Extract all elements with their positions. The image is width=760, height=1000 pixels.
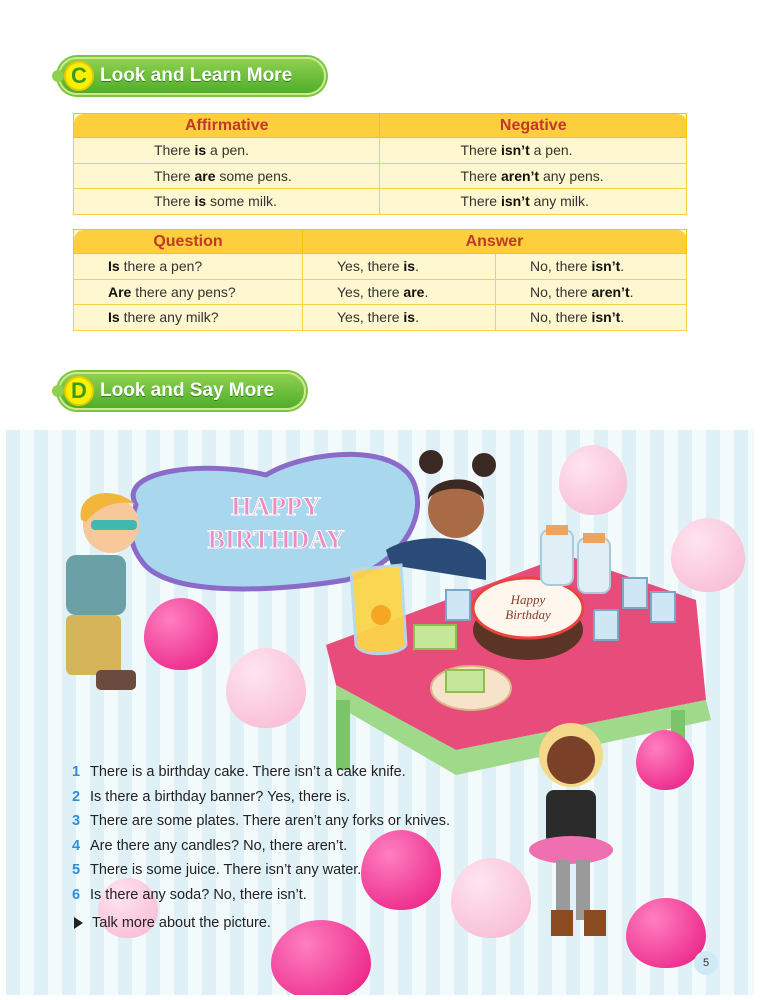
negative-cell: There aren’t any pens. — [380, 163, 687, 189]
yes-answer-cell: Yes, there is. — [303, 254, 496, 280]
section-c-title: Look and Learn More — [100, 65, 293, 86]
question-header: Question — [74, 230, 303, 254]
table-row — [74, 254, 687, 280]
table-row — [74, 189, 687, 215]
yes-answer-cell: Yes, there are. — [303, 279, 496, 305]
balloon-icon — [226, 648, 306, 728]
sentence-item: 4 Are there any candles? No, there aren’t. — [72, 837, 348, 854]
question-answer-table — [73, 229, 687, 331]
balloon-icon — [451, 858, 531, 938]
negative-cell: There isn’t any milk. — [380, 189, 687, 215]
sentence-item: 3 There are some plates. There aren’t any forks or knives. — [72, 813, 450, 830]
girl-with-balloon-figure — [529, 723, 613, 936]
table-row — [74, 163, 687, 189]
banner-line1-text: HAPPY — [231, 492, 321, 521]
flower-decoration-icon — [52, 385, 64, 397]
yes-answer-cell: Yes, there is. — [303, 305, 496, 331]
play-triangle-icon — [74, 917, 83, 929]
balloon-icon — [671, 518, 745, 592]
negative-header: Negative — [380, 114, 687, 138]
balloon-icon — [144, 598, 218, 670]
section-c-badge: C — [64, 61, 94, 91]
table-row — [74, 305, 687, 331]
sentence-item: 5 There is some juice. There isn’t any water. — [72, 862, 362, 879]
page-number: 5 — [694, 951, 718, 975]
table-row — [74, 138, 687, 164]
birthday-cake — [473, 578, 583, 660]
section-d-header — [58, 372, 306, 410]
negative-cell: There isn’t a pen. — [380, 138, 687, 164]
sentence-item: 2 Is there a birthday banner? Yes, there is. — [72, 788, 351, 805]
no-answer-cell: No, there isn’t. — [496, 305, 687, 331]
affirmative-cell: There are some pens. — [74, 163, 380, 189]
sentence-item: 6 Is there any soda? No, there isn’t. — [72, 886, 307, 903]
talk-prompt: Talk more about the picture. — [72, 915, 450, 931]
sentence-item: 1 There is a birthday cake. There isn’t a cake knife. — [72, 764, 406, 781]
affirmative-negative-table — [73, 113, 687, 215]
balloon-icon — [559, 445, 627, 515]
example-sentences — [72, 760, 450, 931]
section-c-header — [58, 57, 326, 95]
no-answer-cell: No, there isn’t. — [496, 254, 687, 280]
question-cell: Is there a pen? — [74, 254, 303, 280]
no-answer-cell: No, there aren’t. — [496, 279, 687, 305]
affirmative-cell: There is some milk. — [74, 189, 380, 215]
section-d-title: Look and Say More — [100, 380, 275, 401]
section-d-badge: D — [64, 376, 94, 406]
banner-line2-text: BIRTHDAY — [207, 525, 345, 554]
juice-pitcher — [351, 565, 406, 654]
affirmative-cell: There is a pen. — [74, 138, 380, 164]
table-row — [74, 279, 687, 305]
affirmative-header: Affirmative — [74, 114, 380, 138]
cake-line1-text: Happy — [510, 592, 546, 607]
flower-decoration-icon — [52, 70, 64, 82]
boy-figure — [66, 493, 139, 690]
question-cell: Are there any pens? — [74, 279, 303, 305]
balloon-icon — [636, 730, 694, 790]
answer-header: Answer — [303, 230, 687, 254]
cake-line2-text: Birthday — [505, 607, 551, 622]
question-cell: Is there any milk? — [74, 305, 303, 331]
